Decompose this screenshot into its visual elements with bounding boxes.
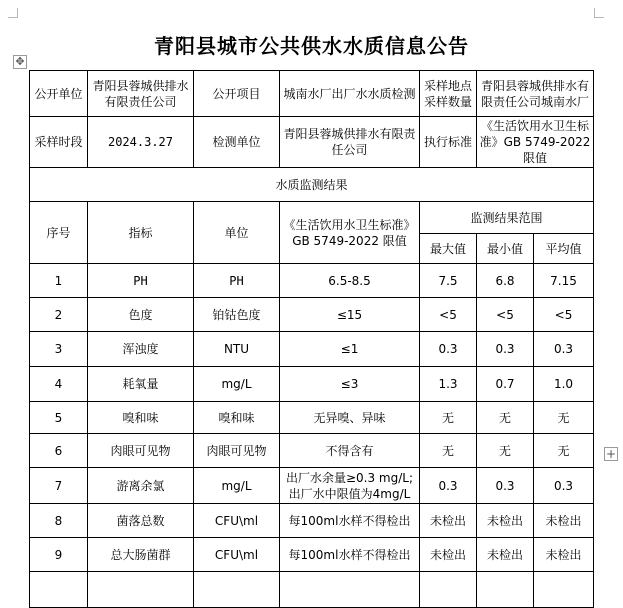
row-index: 6 <box>30 434 88 468</box>
row-avg: <5 <box>534 298 594 332</box>
col-header-index: 序号 <box>30 202 88 264</box>
row-indicator: 肉眼可见物 <box>88 434 194 468</box>
row-min <box>477 572 534 608</box>
row-indicator: 菌落总数 <box>88 504 194 538</box>
row-standard: ≤15 <box>280 298 420 332</box>
row-standard: 6.5-8.5 <box>280 264 420 298</box>
row-avg: 1.0 <box>534 367 594 402</box>
row-index: 8 <box>30 504 88 538</box>
row-indicator <box>88 572 194 608</box>
row-unit: 嗅和味 <box>194 402 280 434</box>
water-quality-table <box>29 70 594 608</box>
row-index: 5 <box>30 402 88 434</box>
info-label-project: 公开项目 <box>194 71 280 117</box>
row-min: 0.3 <box>477 468 534 504</box>
row-max: 1.3 <box>420 367 477 402</box>
row-standard: 每100ml水样不得检出 <box>280 504 420 538</box>
info-label-sampling-site: 采样地点采样数量 <box>420 71 477 117</box>
row-min: 未检出 <box>477 504 534 538</box>
row-max: <5 <box>420 298 477 332</box>
table-row <box>30 332 594 367</box>
row-unit: 铂钴色度 <box>194 298 280 332</box>
row-indicator: PH <box>88 264 194 298</box>
table-row <box>30 264 594 298</box>
info-value-project: 城南水厂出厂水水质检测 <box>280 71 420 117</box>
row-min: 无 <box>477 434 534 468</box>
info-label-publisher: 公开单位 <box>30 71 88 117</box>
row-standard: 出厂水余量≥0.3 mg/L;出厂水中限值为4mg/L <box>280 468 420 504</box>
row-unit: NTU <box>194 332 280 367</box>
row-avg: 7.15 <box>534 264 594 298</box>
row-indicator: 耗氧量 <box>88 367 194 402</box>
col-header-standard: 《生活饮用水卫生标准》GB 5749-2022 限值 <box>280 202 420 264</box>
row-avg: 0.3 <box>534 332 594 367</box>
info-label-lab: 检测单位 <box>194 117 280 168</box>
row-max: 7.5 <box>420 264 477 298</box>
row-unit: PH <box>194 264 280 298</box>
info-label-standard: 执行标准 <box>420 117 477 168</box>
col-header-range: 监测结果范围 <box>420 202 594 234</box>
table-row <box>30 402 594 434</box>
row-max <box>420 572 477 608</box>
table-row <box>30 504 594 538</box>
row-index: 1 <box>30 264 88 298</box>
row-standard: 不得含有 <box>280 434 420 468</box>
row-max: 0.3 <box>420 332 477 367</box>
row-max: 未检出 <box>420 504 477 538</box>
row-avg: 0.3 <box>534 468 594 504</box>
row-unit: CFU\ml <box>194 504 280 538</box>
add-column-handle-icon[interactable]: + <box>605 447 617 461</box>
row-max: 无 <box>420 434 477 468</box>
row-max: 0.3 <box>420 468 477 504</box>
row-standard: 无异嗅、异味 <box>280 402 420 434</box>
table-row <box>30 367 594 402</box>
row-indicator: 色度 <box>88 298 194 332</box>
row-standard <box>280 572 420 608</box>
info-row-2 <box>30 117 594 168</box>
row-indicator: 游离余氯 <box>88 468 194 504</box>
col-header-max: 最大值 <box>420 234 477 264</box>
info-value-sampling-time: 2024.3.27 <box>88 117 194 168</box>
table-row <box>30 298 594 332</box>
row-min: <5 <box>477 298 534 332</box>
row-indicator: 浑浊度 <box>88 332 194 367</box>
row-min: 无 <box>477 402 534 434</box>
info-value-publisher: 青阳县蓉城供排水有限责任公司 <box>88 71 194 117</box>
section-row <box>30 168 594 202</box>
row-unit: mg/L <box>194 468 280 504</box>
row-standard: 每100ml水样不得检出 <box>280 538 420 572</box>
row-avg: 未检出 <box>534 538 594 572</box>
row-indicator: 总大肠菌群 <box>88 538 194 572</box>
row-min: 6.8 <box>477 264 534 298</box>
col-header-indicator: 指标 <box>88 202 194 264</box>
row-avg <box>534 572 594 608</box>
row-index: 7 <box>30 468 88 504</box>
row-standard: ≤3 <box>280 367 420 402</box>
row-avg: 无 <box>534 434 594 468</box>
info-row-1 <box>30 71 594 117</box>
table-row <box>30 468 594 504</box>
info-value-sampling-site: 青阳县蓉城供排水有限责任公司城南水厂 <box>477 71 594 117</box>
col-header-unit: 单位 <box>194 202 280 264</box>
row-index: 9 <box>30 538 88 572</box>
row-index: 4 <box>30 367 88 402</box>
info-label-sampling-time: 采样时段 <box>30 117 88 168</box>
row-max: 无 <box>420 402 477 434</box>
row-max: 未检出 <box>420 538 477 572</box>
section-title: 水质监测结果 <box>30 168 594 202</box>
row-index: 2 <box>30 298 88 332</box>
page-title: 青阳县城市公共供水水质信息公告 <box>154 34 469 58</box>
info-value-lab: 青阳县蓉城供排水有限责任公司 <box>280 117 420 168</box>
table-row-empty <box>30 572 594 608</box>
row-min: 0.3 <box>477 332 534 367</box>
info-value-standard: 《生活饮用水卫生标准》GB 5749-2022 限值 <box>477 117 594 168</box>
table-move-handle-icon[interactable]: ✥ <box>13 55 27 69</box>
row-unit <box>194 572 280 608</box>
table-row <box>30 434 594 468</box>
row-indicator: 嗅和味 <box>88 402 194 434</box>
row-index <box>30 572 88 608</box>
col-header-min: 最小值 <box>477 234 534 264</box>
row-index: 3 <box>30 332 88 367</box>
header-row-1 <box>30 202 594 234</box>
row-unit: 肉眼可见物 <box>194 434 280 468</box>
col-header-avg: 平均值 <box>534 234 594 264</box>
row-avg: 未检出 <box>534 504 594 538</box>
row-unit: mg/L <box>194 367 280 402</box>
row-min: 未检出 <box>477 538 534 572</box>
row-unit: CFU\ml <box>194 538 280 572</box>
page-corner-mark-right <box>594 8 604 18</box>
row-avg: 无 <box>534 402 594 434</box>
row-min: 0.7 <box>477 367 534 402</box>
row-standard: ≤1 <box>280 332 420 367</box>
table-row <box>30 538 594 572</box>
page-corner-mark-left <box>8 8 18 18</box>
